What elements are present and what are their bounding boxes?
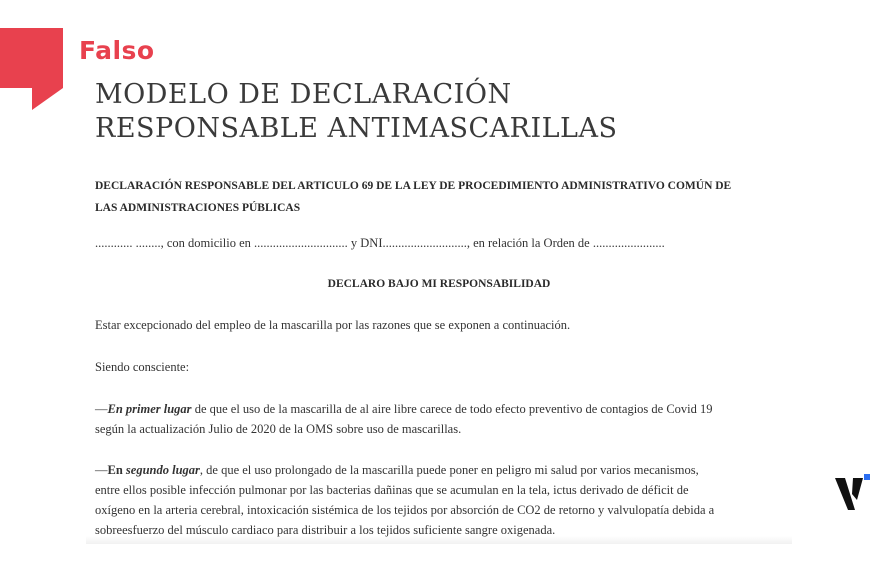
document-title xyxy=(95,78,617,146)
second-point-emphasis: segundo lugar xyxy=(122,463,200,477)
exemption-paragraph: Estar excepcionado del empleo de la mascarilla por las razones que se exponen a continuación. xyxy=(95,318,571,332)
declaration-heading: DECLARACIÓN RESPONSABLE DEL ARTICULO 69 DE LA LEY DE PROCEDIMIENTO ADMINISTRATIVO COMÚN DE LAS ADMINISTRACIONES PÚBLICAS xyxy=(95,180,732,214)
title-line-1: MODELO DE DECLARACIÓN xyxy=(95,79,512,110)
first-point-paragraph: —En primer lugar de que el uso de la mascarilla de al aire libre carece de todo efecto preventivo de contagios de Covid 19 según la actualización Julio de 2020 de la OMS sobre uso de mascarillas. xyxy=(95,402,713,436)
declaration-statement: DECLARO BAJO MI RESPONSABILIDAD xyxy=(327,278,551,290)
brand-logo-icon xyxy=(835,470,870,514)
quote-badge-icon xyxy=(0,28,63,110)
verdict-label: Falso xyxy=(79,36,155,65)
title-line-2: RESPONSABLE ANTIMASCARILLAS xyxy=(95,113,618,144)
fill-in-line: ............ ........, con domicilio en .............................. y DNI..........................., en relación la Orden de ....................... xyxy=(95,236,665,250)
second-point-paragraph: —En segundo lugar, de que el uso prolongado de la mascarilla puede poner en peligro mi salud por varios mecanismos, entre ellos posible infección pulmonar por las bacterias dañinas que se acumulan en la tela, ictus derivado de déficit de oxígeno en la arteria cerebral, intoxicación sistémica de los tejidos por absorción de CO2 de retorno y valvulopatía debida a sobreesfuerzo del músculo cardiaco para distribuir a los tejidos suficiente sangre oxigenada. xyxy=(95,463,715,537)
aware-paragraph: Siendo consciente: xyxy=(95,360,190,374)
first-point-emphasis: En primer lugar xyxy=(107,402,192,416)
